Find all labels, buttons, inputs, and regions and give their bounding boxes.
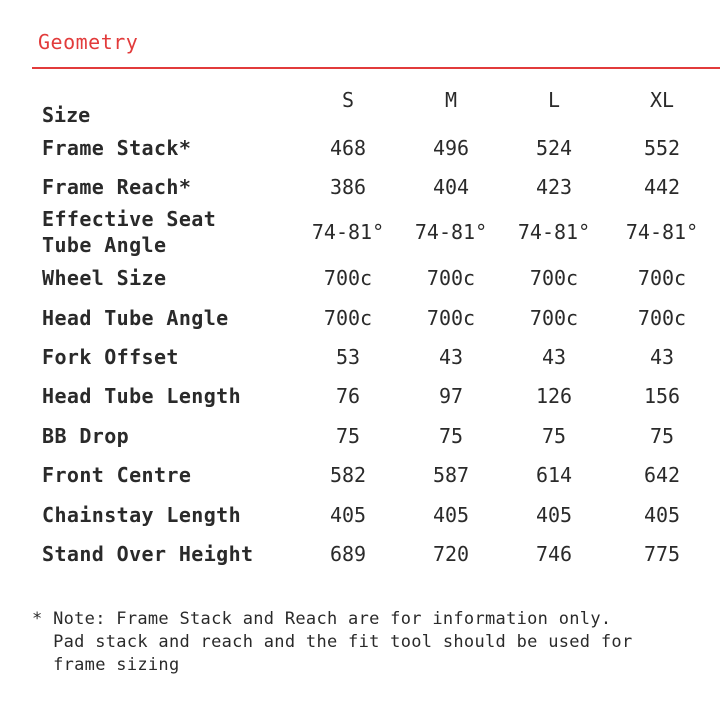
title-divider [32,67,720,69]
section-title: Geometry [38,30,139,54]
row-value: 74-81° [414,220,488,244]
size-label: Size [42,103,91,127]
row-value: 43 [438,345,464,369]
row-value: 53 [335,345,361,369]
size-column-xl: XL [649,88,675,112]
row-label: Frame Reach* [42,175,192,199]
row-value: 442 [643,175,681,199]
row-value: 582 [329,463,367,487]
row-value: 405 [329,503,367,527]
row-value: 552 [643,136,681,160]
row-label: Effective Seat Tube Angle [42,207,217,257]
row-value: 405 [535,503,573,527]
row-value: 404 [432,175,470,199]
row-value: 689 [329,542,367,566]
row-value: 386 [329,175,367,199]
row-value: 700c [323,266,373,290]
row-value: 156 [643,384,681,408]
row-value: 700c [426,306,476,330]
size-column-l: L [547,88,561,112]
row-value: 524 [535,136,573,160]
row-value: 75 [438,424,464,448]
row-value: 43 [649,345,675,369]
row-value: 614 [535,463,573,487]
row-value: 700c [426,266,476,290]
row-value: 700c [637,266,687,290]
row-value: 74-81° [517,220,591,244]
size-header-row [0,88,720,128]
row-value: 75 [335,424,361,448]
size-column-s: S [341,88,355,112]
row-value: 405 [432,503,470,527]
row-value: 43 [541,345,567,369]
row-label: Stand Over Height [42,542,254,566]
row-value: 587 [432,463,470,487]
row-label: Head Tube Angle [42,306,229,330]
row-label: Frame Stack* [42,136,192,160]
row-value: 700c [323,306,373,330]
footnote: * Note: Frame Stack and Reach are for information only. Pad stack and reach and the fit tool should be used for frame sizing [32,609,633,675]
row-value: 775 [643,542,681,566]
row-value: 700c [529,306,579,330]
row-value: 405 [643,503,681,527]
row-value: 74-81° [311,220,385,244]
row-value: 75 [541,424,567,448]
row-value: 468 [329,136,367,160]
row-value: 76 [335,384,361,408]
row-value: 642 [643,463,681,487]
row-value: 126 [535,384,573,408]
row-label: Wheel Size [42,266,167,290]
row-value: 496 [432,136,470,160]
size-column-m: M [444,88,458,112]
row-value: 74-81° [625,220,699,244]
row-label: BB Drop [42,424,130,448]
row-value: 720 [432,542,470,566]
row-value: 97 [438,384,464,408]
row-value: 746 [535,542,573,566]
row-value: 423 [535,175,573,199]
row-label: Head Tube Length [42,384,242,408]
row-value: 700c [637,306,687,330]
row-value: 75 [649,424,675,448]
row-label: Front Centre [42,463,192,487]
row-label: Fork Offset [42,345,179,369]
row-label: Chainstay Length [42,503,242,527]
row-value: 700c [529,266,579,290]
